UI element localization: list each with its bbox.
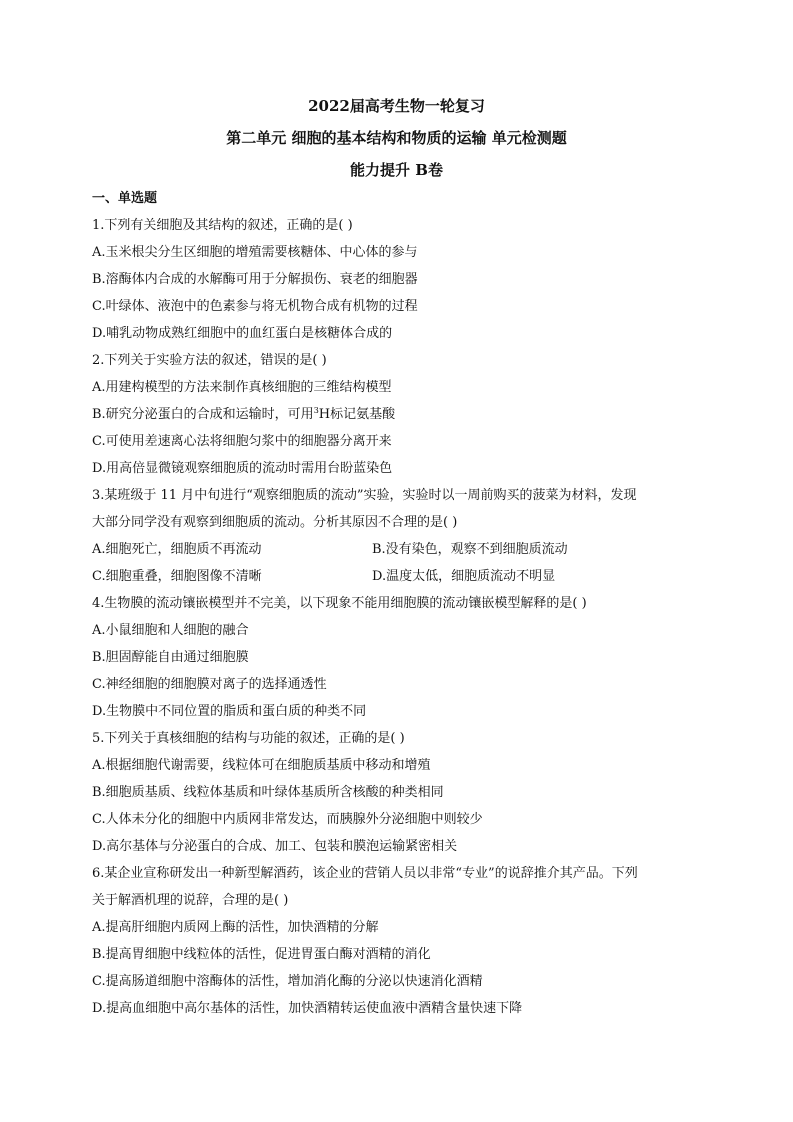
question-6-option-b: B.提高胃细胞中线粒体的活性，促进胃蛋白酶对酒精的消化	[92, 947, 431, 962]
question-3-option-a: A.细胞死亡，细胞质不再流动	[92, 542, 262, 557]
question-1-option-c: C.叶绿体、液泡中的色素参与将无机物合成有机物的过程	[92, 299, 418, 314]
question-5-stem: 5.下列关于真核细胞的结构与功能的叙述，正确的是( )	[92, 731, 405, 746]
question-2-option-d: D.用高倍显微镜观察细胞质的流动时需用台盼蓝染色	[92, 461, 393, 476]
question-3-option-b: B.没有染色，观察不到细胞质流动	[372, 542, 568, 557]
question-2-option-a: A.用建构模型的方法来制作真核细胞的三维结构模型	[92, 380, 392, 395]
question-4-option-b: B.胆固醇能自由通过细胞膜	[92, 650, 249, 665]
question-5-option-b: B.细胞质基质、线粒体基质和叶绿体基质所含核酸的种类相同	[92, 785, 444, 800]
question-6-stem-line-2: 关于解酒机理的说辞，合理的是( )	[92, 893, 289, 908]
question-2-option-b-tail: H标记氨基酸	[318, 407, 396, 422]
question-2-option-b-text: B.研究分泌蛋白的合成和运输时，可用	[92, 407, 314, 422]
question-4-option-a: A.小鼠细胞和人细胞的融合	[92, 623, 249, 638]
document-title-line-3: 能力提升 B卷	[350, 161, 443, 179]
question-1-option-b: B.溶酶体内合成的水解酶可用于分解损伤、衰老的细胞器	[92, 272, 418, 287]
question-4-stem: 4.生物膜的流动镶嵌模型并不完美，以下现象不能用细胞膜的流动镶嵌模型解释的是( )	[92, 596, 587, 611]
question-5-option-d: D.高尔基体与分泌蛋白的合成、加工、包装和膜泡运输紧密相关	[92, 839, 458, 854]
question-5-option-c: C.人体未分化的细胞中内质网非常发达，而胰腺外分泌细胞中则较少	[92, 812, 483, 827]
question-1-stem: 1.下列有关细胞及其结构的叙述，正确的是( )	[92, 218, 353, 233]
question-4-option-d: D.生物膜中不同位置的脂质和蛋白质的种类不同	[92, 704, 367, 719]
question-3-option-d: D.温度太低，细胞质流动不明显	[372, 569, 556, 584]
question-3-stem-line-2: 大部分同学没有观察到细胞质的流动。分析其原因不合理的是( )	[92, 515, 458, 530]
question-6-option-c: C.提高肠道细胞中溶酶体的活性，增加消化酶的分泌以快速消化酒精	[92, 974, 483, 989]
question-2-stem: 2.下列关于实验方法的叙述，错误的是( )	[92, 353, 327, 368]
question-1-option-d: D.哺乳动物成熟红细胞中的血红蛋白是核糖体合成的	[92, 326, 393, 341]
document-title-line-2: 第二单元 细胞的基本结构和物质的运输 单元检测题	[226, 129, 567, 147]
question-2-option-c: C.可使用差速离心法将细胞匀浆中的细胞器分离开来	[92, 434, 392, 449]
question-1-option-a: A.玉米根尖分生区细胞的增殖需要核糖体、中心体的参与	[92, 245, 418, 260]
question-6-option-d: D.提高血细胞中高尔基体的活性，加快酒精转运使血液中酒精含量快速下降	[92, 1001, 523, 1016]
question-6-stem-line-1: 6.某企业宣称研发出一种新型解酒药，该企业的营销人员以非常“专业”的说辞推介其产品。下列	[92, 866, 638, 881]
isotope-superscript: 3	[313, 406, 319, 415]
question-3-stem-line-1: 3.某班级于 11 月中旬进行“观察细胞质的流动”实验，实验时以一周前购买的菠菜为材料，发现	[92, 488, 637, 503]
question-3-option-c: C.细胞重叠，细胞图像不清晰	[92, 569, 262, 584]
question-2-option-b	[92, 406, 395, 424]
section-heading: 一、单选题	[92, 191, 158, 206]
question-4-option-c: C.神经细胞的细胞膜对离子的选择通透性	[92, 677, 327, 692]
document-title-line-1: 2022届高考生物一轮复习	[308, 97, 485, 115]
question-6-option-a: A.提高肝细胞内质网上酶的活性，加快酒精的分解	[92, 920, 379, 935]
question-5-option-a: A.根据细胞代谢需要，线粒体可在细胞质基质中移动和增殖	[92, 758, 431, 773]
